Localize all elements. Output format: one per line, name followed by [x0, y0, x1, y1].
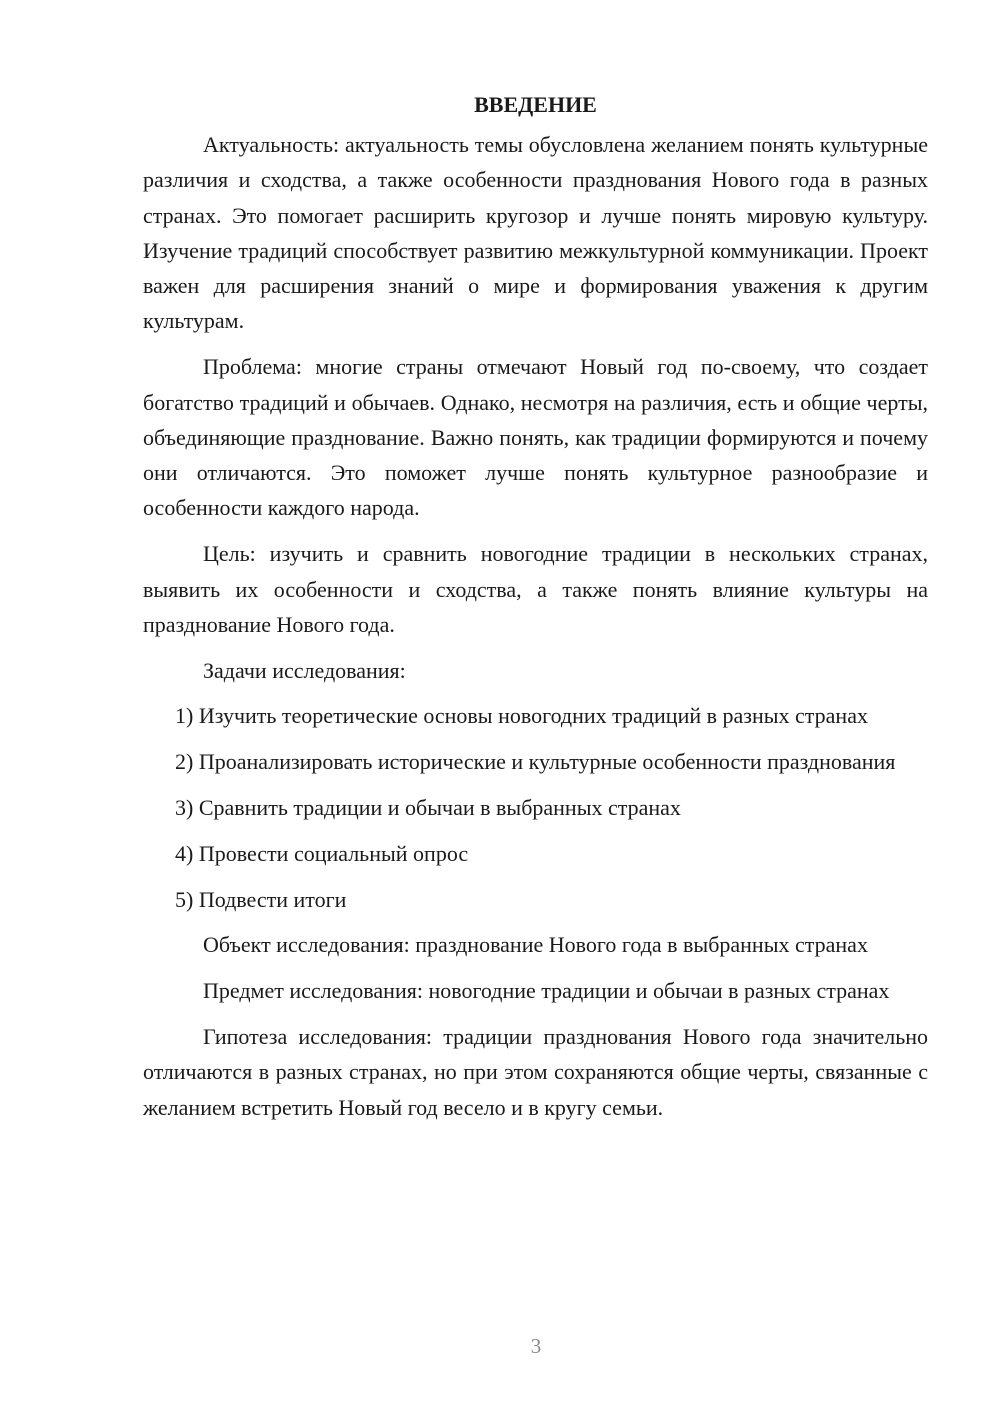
task-item-2: 2) Проанализировать исторические и культурные особенности празднования	[175, 749, 896, 775]
task-item-1: 1) Изучить теоретические основы новогодних традиций в разных странах	[175, 703, 868, 729]
paragraph-object: Объект исследования: празднование Нового года в выбранных странах	[203, 932, 868, 958]
paragraph-relevance: Актуальность: актуальность темы обусловлена желанием понять культурные различия и сходства, а также особенности празднования Нового года в разных странах. Это помогает расширить кругозор и лучше понять мировую культуру. Изучение традиций способствует развитию межкультурной коммуникации. Проект важен для расширения знаний о мире и формирования уважения к другим культурам.	[143, 132, 928, 334]
document-page	[143, 90, 928, 1135]
tasks-label: Задачи исследования:	[203, 657, 406, 683]
paragraph-goal: Цель: изучить и сравнить новогодние традиции в нескольких странах, выявить их особенности и сходства, а также понять влияние культуры на празднование Нового года.	[143, 541, 928, 637]
paragraph-hypothesis: Гипотеза исследования: традиции празднования Нового года значительно отличаются в разных странах, но при этом сохраняются общие черты, связанные с желанием встретить Новый год весело и в кругу семьи.	[143, 1024, 928, 1120]
page-title: ВВЕДЕНИЕ	[474, 92, 597, 117]
task-item-5: 5) Подвести итоги	[175, 886, 347, 912]
task-item-4: 4) Провести социальный опрос	[175, 840, 469, 866]
paragraph-subject: Предмет исследования: новогодние традиции и обычаи в разных странах	[203, 978, 890, 1004]
task-item-3: 3) Сравнить традиции и обычаи в выбранных странах	[175, 795, 681, 821]
paragraph-problem: Проблема: многие страны отмечают Новый год по-своему, что создает богатство традиций и обычаев. Однако, несмотря на различия, есть и общие черты, объединяющие празднование. Важно понять, как традиции формируются и почему они отличаются. Это поможет лучше понять культурное разнообразие и особенности каждого народа.	[143, 354, 928, 521]
page-number: 3	[530, 1334, 542, 1358]
